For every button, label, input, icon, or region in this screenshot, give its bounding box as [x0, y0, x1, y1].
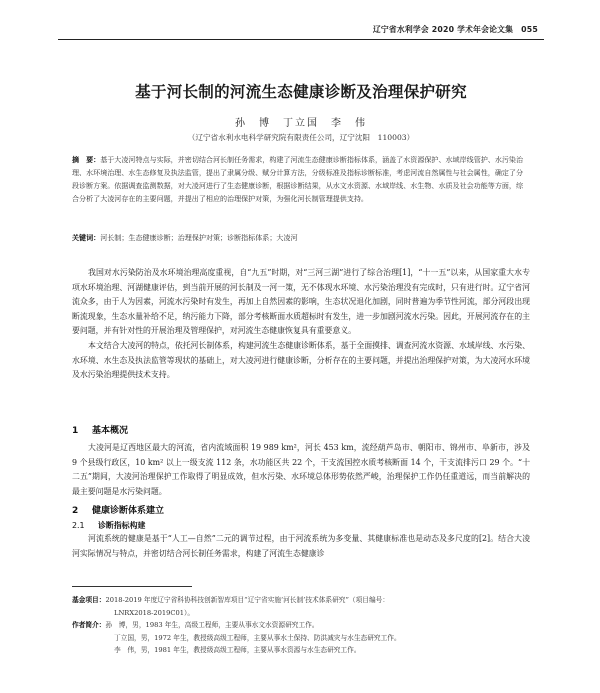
header-rule: [58, 39, 544, 40]
section-1-title: 基本概况: [92, 426, 129, 436]
author-line-1: [72, 619, 530, 632]
keywords: [72, 232, 530, 244]
subsection-2-1-number: 2.1: [72, 521, 85, 530]
abstract: [72, 153, 530, 205]
keywords-label: 关键词：: [72, 233, 101, 242]
author-bio-3: 李 伟，男，1981 年生，教授级高级工程师，主要从事水资源与水生态研究工作。: [114, 646, 361, 655]
introduction: [72, 266, 530, 383]
section-2-heading: [72, 503, 164, 516]
subsection-2-1-title: 诊断指标构建: [98, 521, 146, 530]
section-1-number: 1: [72, 426, 79, 436]
abstract-label: 摘 要：: [72, 155, 101, 164]
section-1-body: [72, 441, 530, 499]
intro-paragraph-1: 我国对水污染防治及水环境治理高度重视，自“九五”时期，对“三河三湖”进行了综合治理[1]，“十一五”以来，从国家重大水专项水环境治理、河湖健康评估，到当前开展的河长制及一河一策，无不体现水环境、水污染治理没有完成时，只有进行时。辽宁省河流众多，由于人为因素，河流水污染时有发生，再加上自然因素的影响，生态状况退化加剧，同时普遍为季节性河流，部分河段出现断流现象，生态水量补给不足，纳污能力下降，部分考核断面水质超标时有发生，进一步加剧河流水污染。因此，开展河流存在的主要问题，并有针对性的开展治理及管理保护，对河流生态健康恢复具有重要意义。: [72, 268, 530, 336]
subsection-2-1-body: [72, 532, 530, 561]
paper-title: 基于河长制的河流生态健康诊断及治理保护研究: [135, 83, 467, 101]
fund-text: 2018-2019 年度辽宁省科协科技创新智库项目“辽宁省实施‘河长制’技术体系研究”（项目编号：: [105, 596, 390, 604]
subsection-2-1-heading: [72, 520, 145, 531]
running-header: 辽宁省水利学会 2020 学术年会论文集 055: [372, 25, 538, 34]
footnotes: [72, 594, 530, 657]
section-2-title: 健康诊断体系建立: [92, 506, 165, 516]
paper-affiliation: （辽宁省水利水电科学研究院有限责任公司，辽宁沈阳 110003）: [187, 133, 415, 142]
abstract-text: 基于大凌河特点与实际，并密切结合河长制任务需求，构建了河流生态健康诊断指标体系，涵盖了水资源保护、水域岸线管护、水污染治理、水环境治理、水生态修复及执法监管，提出了隶属分级、赋分计算方法，分级标准及指标诊断标准，考虑河流自然属性与社会属性，确定了分段诊断方案。依据调查监测数据，对大凌河进行了生态健康诊断，根据诊断结果，从水文水资源、水域岸线、水生物、水质及社会功能等方面，综合分析了大凌河存在的主要问题，并提出了相应的治理保护对策，为强化河长制管理提供支持。: [72, 155, 524, 204]
fund-line-2: LNRX2018-2019C01）。: [114, 608, 195, 617]
section-1-heading: [72, 423, 128, 436]
footnote-rule: [72, 586, 192, 587]
subsection-2-1-paragraph: 河流系统的健康是基于“人工—自然”二元的调节过程，由于河流系统为多变量、其健康标准也是动态及多尺度的[2]。结合大凌河实际情况与特点，并密切结合河长制任务需求，构建了河流生态健康诊: [72, 534, 530, 558]
section-1-paragraph: 大凌河是辽西地区最大的河流，省内流域面积 19 989 km²，河长 453 km，流经葫芦岛市、朝阳市、锦州市、阜新市，涉及 9 个县级行政区，10 km² 以上一级支流 112 条，水功能区共 22 个，干支流国控水质考核断面 14 个，干支流排污口 29 个。“十二五”期间，大凌河治理保护工作取得了明显成效，但水污染、水环境总体形势依然严峻，治理保护工作仍任重道远，而当前解决的最主要问题是水污染问题。: [72, 443, 530, 496]
author-label: 作者简介：: [72, 621, 106, 630]
section-2-number: 2: [72, 506, 79, 516]
fund-line: [72, 594, 530, 607]
intro-paragraph-2: 本文结合大凌河的特点，依托河长制体系，构建河流生态健康诊断体系，基于全面摸排、调查河流水资源、水域岸线、水污染、水环境、水生态及执法监管等现状的基础上，对大凌河进行健康诊断，分析存在的主要问题，并提出治理保护对策，为大凌河水环境及水污染治理提供技术支持。: [72, 340, 530, 380]
author-bio-2: 丁立国，男，1972 年生，教授级高级工程师，主要从事水土保持、防洪减灾与水生态研究工作。: [114, 633, 401, 642]
keywords-text: 河长制；生态健康诊断；治理保护对策；诊断指标体系；大凌河: [100, 233, 298, 242]
author-bio-1: 孙 博，男，1983 年生，高级工程师，主要从事水文水资源研究工作。: [105, 621, 319, 630]
fund-label: 基金项目：: [72, 596, 106, 604]
paper-authors: 孙 博 丁立国 李 伟: [235, 118, 367, 129]
